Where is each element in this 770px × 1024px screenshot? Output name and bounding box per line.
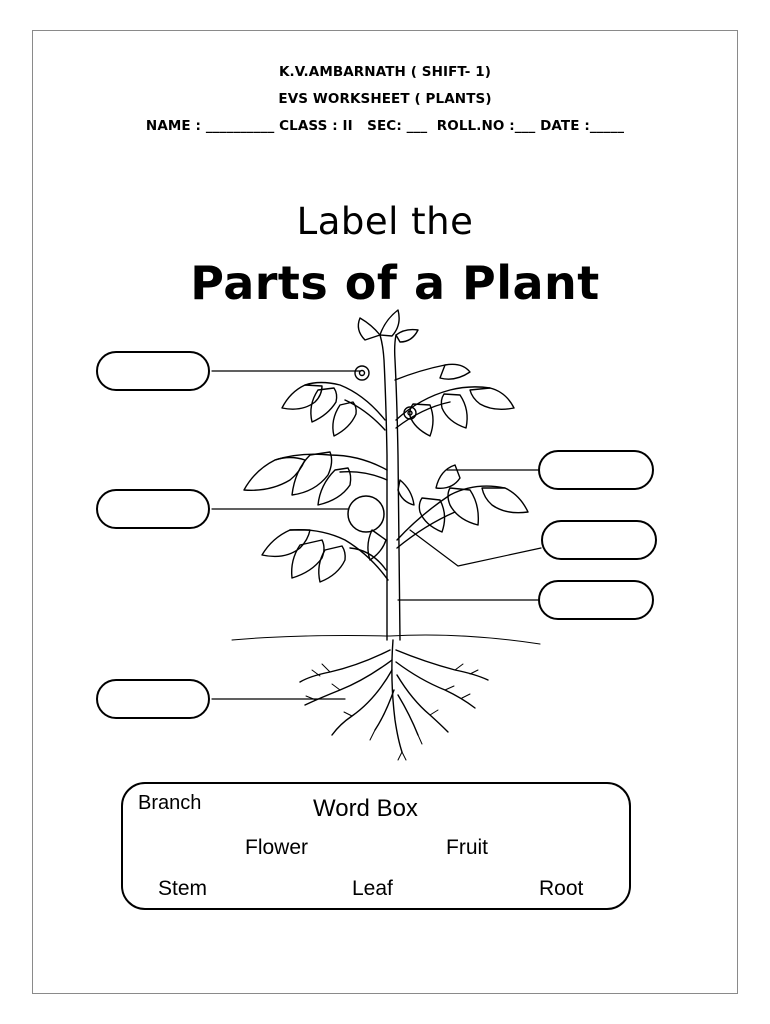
word-box-title: Word Box xyxy=(313,795,418,822)
label-box-flower[interactable] xyxy=(96,351,210,391)
label-box-stem[interactable] xyxy=(538,580,654,620)
heading-parts-of-a-plant: Parts of a Plant xyxy=(190,256,600,310)
word-stem: Stem xyxy=(158,877,208,900)
student-details-line: NAME : __________ CLASS : II SEC: ___ ROLL.NO :___ DATE :_____ xyxy=(145,118,625,134)
label-box-branch[interactable] xyxy=(541,520,657,560)
word-branch: Branch xyxy=(138,792,202,814)
word-leaf: Leaf xyxy=(352,877,393,900)
heading-label-the: Label the xyxy=(296,200,474,243)
word-fruit: Fruit xyxy=(446,836,488,859)
word-root: Root xyxy=(539,877,584,900)
word-flower: Flower xyxy=(245,836,309,859)
school-name: K.V.AMBARNATH ( SHIFT- 1) xyxy=(278,64,492,80)
worksheet-title: EVS WORKSHEET ( PLANTS) xyxy=(278,91,492,107)
label-box-fruit[interactable] xyxy=(96,489,210,529)
label-box-root[interactable] xyxy=(96,679,210,719)
label-box-leaf[interactable] xyxy=(538,450,654,490)
